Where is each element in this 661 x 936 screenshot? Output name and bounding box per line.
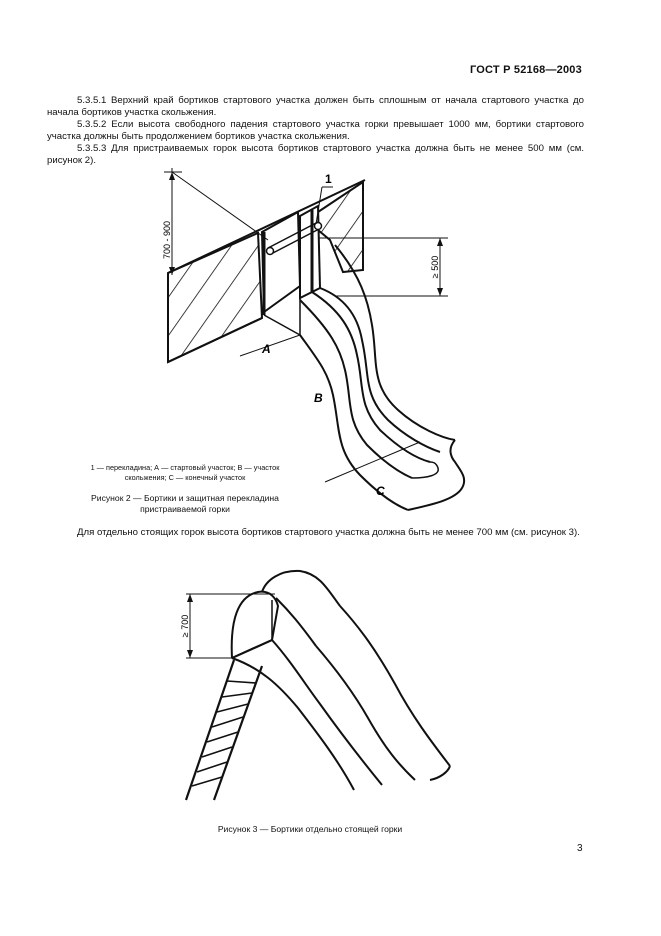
dim-700-900: 700 - 900	[162, 220, 172, 260]
legend-line-1: 1 — перекладина; А — стартовый участок; В — участок	[90, 463, 280, 472]
figure-2-caption	[50, 493, 320, 515]
dim-700: ≥ 700	[180, 614, 190, 638]
paragraph-freestanding: Для отдельно стоящих горок высота бортиков стартового участка должна быть не менее 700 мм (см. рисунок 3).	[77, 527, 580, 538]
paragraph-5-3-5-1: 5.3.5.1 Верхний край бортиков стартового участка должен быть сплошным от начала стартового участка до начала бортиков участка скольжения.	[47, 95, 584, 118]
label-c: C	[376, 484, 385, 498]
platform-hatched-left	[168, 233, 262, 362]
label-a: A	[262, 342, 271, 356]
legend-line-2: скольжения; С — конечный участок	[124, 473, 246, 482]
label-b: B	[314, 391, 323, 405]
paragraph-5-3-5-2: 5.3.5.2 Если высота свободного падения стартового участка горки превышает 1000 мм, бортики стартового участка должны быть продолжением бортиков участка скольжения.	[47, 119, 584, 142]
label-1: 1	[325, 172, 332, 186]
caption-2-line-2: пристраиваемой горки	[140, 504, 230, 514]
paragraph-5-3-5-3: 5.3.5.3 Для пристраиваемых горок высота бортиков стартового участка должна быть не менее 500 мм (см. рисунок 2).	[47, 143, 584, 166]
standard-header: ГОСТ Р 52168—2003	[470, 64, 582, 76]
figure-3-drawing	[180, 571, 450, 800]
slide-left-rail-inner	[300, 300, 412, 478]
figure-3-caption: Рисунок 3 — Бортики отдельно стоящей горки	[217, 824, 403, 834]
figure-2-legend	[55, 463, 315, 483]
page-number: 3	[577, 843, 583, 854]
platform-hatched-right	[318, 182, 363, 272]
dim-500: ≥ 500	[430, 255, 440, 279]
caption-2-line-1: Рисунок 2 — Бортики и защитная перекладина	[91, 493, 279, 503]
